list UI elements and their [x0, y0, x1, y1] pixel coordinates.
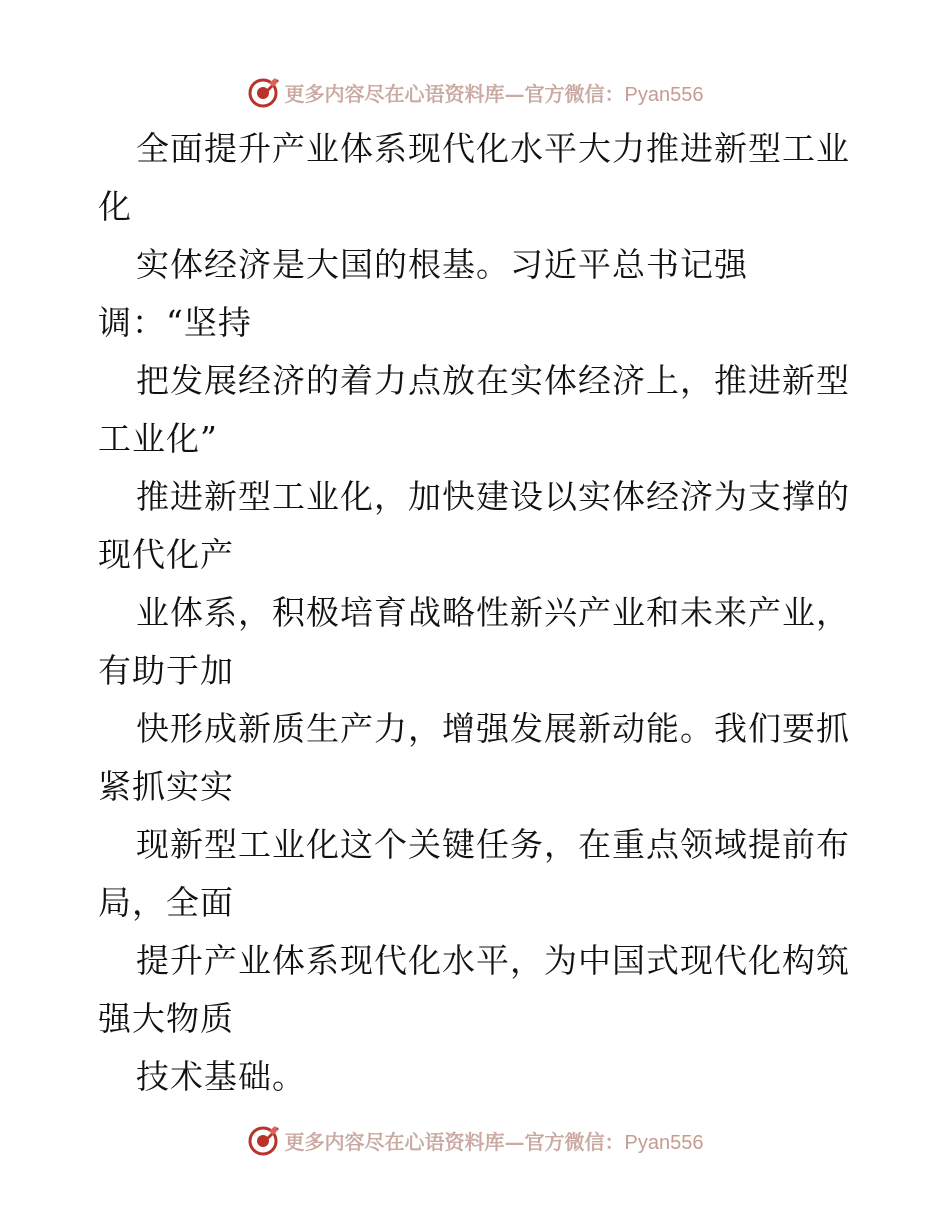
watermark-wechat-id: Pyan556 — [624, 83, 704, 106]
text-line: 实体经济是大国的根基。习近平总书记强 — [136, 245, 748, 284]
text-line: 把发展经济的着力点放在实体经济上，推进新型 — [136, 361, 850, 400]
text-line: 现新型工业化这个关键任务，在重点领域提前布 — [136, 825, 850, 864]
text-line: 调：“坚持 — [98, 303, 252, 342]
watermark-label: 更多内容尽在心语资料库—官方微信：Pyan556 — [284, 1129, 704, 1154]
text-line: 局，全面 — [98, 883, 234, 922]
text-line: 快形成新质生产力，增强发展新动能。我们要抓 — [136, 709, 850, 748]
text-line: 强大物质 — [98, 999, 234, 1038]
watermark-footer — [0, 1120, 950, 1160]
text-line: 紧抓实实 — [98, 767, 234, 806]
text-line: 技术基础。 — [136, 1057, 306, 1096]
text-line: 化 — [98, 187, 132, 226]
watermark-wechat-id: Pyan556 — [624, 1131, 704, 1154]
text-line: 有助于加 — [98, 651, 234, 690]
text-line: 全面提升产业体系现代化水平大力推进新型工业 — [136, 129, 850, 168]
text-line: 工业化” — [98, 419, 218, 458]
text-line: 提升产业体系现代化水平，为中国式现代化构筑 — [136, 941, 850, 980]
text-line: 业体系，积极培育战略性新兴产业和未来产业， — [136, 593, 850, 632]
document-body — [98, 120, 858, 1106]
watermark-header — [0, 72, 950, 112]
text-line: 推进新型工业化，加快建设以实体经济为支撑的 — [136, 477, 850, 516]
watermark-label: 更多内容尽在心语资料库—官方微信：Pyan556 — [284, 81, 704, 106]
quill-logo-icon — [247, 1123, 281, 1157]
quill-logo-icon — [247, 75, 281, 109]
text-line: 现代化产 — [98, 535, 234, 574]
